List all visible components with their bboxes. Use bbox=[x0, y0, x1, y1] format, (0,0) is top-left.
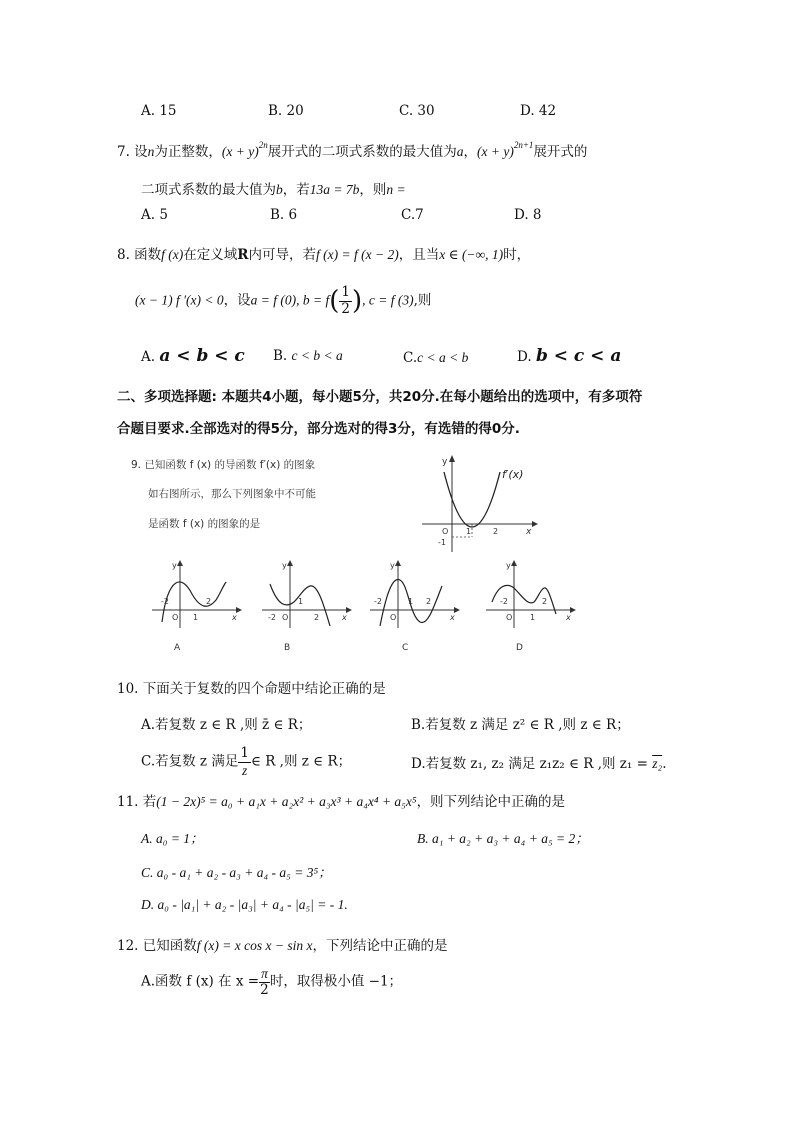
q8-fx: f (x) bbox=[161, 247, 184, 262]
q11-text: 11. 若 bbox=[117, 794, 157, 810]
x-label: x bbox=[232, 613, 237, 622]
q12-a-text-2: 时，取得极小值 −1； bbox=[269, 973, 403, 990]
q7-line1 bbox=[117, 140, 587, 160]
graph-y-arrow bbox=[449, 455, 455, 462]
arrow-y bbox=[511, 560, 517, 566]
q6-option-b: B. 20 bbox=[268, 103, 304, 119]
q10-d-text: D.若复数 z₁, z₂ 满足 z₁z₂ ∈ R ,则 z₁ = bbox=[411, 756, 648, 772]
q10-c-num: 1 bbox=[240, 745, 249, 761]
q8-option-b-letter: B. bbox=[273, 348, 288, 364]
arrow-x bbox=[454, 607, 460, 613]
q8-option-b-text: c < b < a bbox=[291, 348, 343, 363]
q11-text-2: ，则下列结论中正确的是 bbox=[416, 794, 566, 810]
q9-graph-d bbox=[482, 556, 577, 654]
section2-line1: 二、多项选择题: 本题共4小题，每小题5分，共20分.在每小题给出的选项中，有多项符 bbox=[117, 389, 643, 405]
arrow-y bbox=[287, 560, 293, 566]
q8-text: 内可导，若 bbox=[248, 247, 317, 263]
q7-ask: n = bbox=[386, 182, 406, 197]
q8-option-d-letter: D. bbox=[517, 349, 532, 365]
q8-inequality: (x − 1) f ′(x) < 0 bbox=[135, 292, 224, 308]
q8-line2 bbox=[135, 285, 431, 317]
q8-condition: x ∈ (−∞, 1) bbox=[439, 247, 504, 262]
q8-frac-den: 2 bbox=[341, 300, 350, 317]
q7-expr-base: (x + y) bbox=[221, 144, 259, 159]
q9-line3: 是函数 f (x) 的图象的是 bbox=[148, 518, 261, 530]
q7-text: 设 bbox=[134, 144, 148, 160]
graph-tick-neg1: -1 bbox=[438, 538, 446, 547]
q7-text: ， bbox=[463, 144, 478, 160]
q7-text: 展开式的二项式系数的最大值为 bbox=[267, 144, 457, 160]
q8-number: 8. bbox=[117, 247, 135, 263]
origin: O bbox=[506, 613, 513, 622]
q9-line1: 9. 已知函数 f (x) 的导函数 f′(x) 的图象 bbox=[131, 459, 316, 471]
q10-c-text-2: ∈ R ,则 z ∈ R； bbox=[250, 753, 352, 770]
section2-line2: 合题目要求.全部选对的得5分，部分选对的得3分，有选错的得0分. bbox=[117, 421, 520, 437]
arrow-x bbox=[346, 607, 352, 613]
q8-definitions: a = f (0), b = f bbox=[250, 292, 330, 308]
q7-exp-2n1: 2n+1 bbox=[513, 140, 534, 150]
q12-a-fraction bbox=[259, 966, 270, 998]
q11-expansion: (1 − 2x)⁵ = a₀ + a₁x + a₂x² + a₃x³ + a₄x⁴ + a₅x⁵ bbox=[156, 794, 417, 809]
tick-2: 2 bbox=[314, 613, 320, 622]
graph-origin: O bbox=[442, 527, 449, 536]
tick-1: 1 bbox=[530, 613, 536, 622]
q12-a-text: A.函数 f (x) 在 x = bbox=[141, 973, 260, 990]
tick-neg2: -2 bbox=[268, 613, 276, 622]
q8-option-c bbox=[403, 350, 468, 366]
q12-text-2: ，下列结论中正确的是 bbox=[312, 938, 448, 954]
q8-option-b bbox=[273, 348, 343, 364]
q8-option-d bbox=[517, 346, 621, 366]
q11-option-d: D. a₀ - |a₁| + a₂ - |a₃| + a₄ - |a₅| = - 1. bbox=[141, 897, 348, 912]
q7-var-a: a bbox=[456, 144, 464, 159]
q7-var-n: n bbox=[147, 144, 155, 159]
x-label: x bbox=[342, 613, 347, 622]
tick-neg2: -2 bbox=[500, 597, 508, 606]
y-label: y bbox=[282, 561, 287, 570]
graph-tick-2: 2 bbox=[493, 527, 499, 536]
q12-a-den: 2 bbox=[260, 981, 269, 998]
tick-1: 1 bbox=[298, 597, 304, 606]
q8-text: 函数 bbox=[134, 247, 162, 263]
q7-line2 bbox=[141, 178, 406, 198]
q10-stem: 10. 下面关于复数的四个命题中结论正确的是 bbox=[117, 681, 386, 697]
graph-x-arrow bbox=[532, 521, 538, 527]
q7-text: 展开式的 bbox=[533, 144, 588, 160]
q12-function: f (x) = x cos x − sin x bbox=[196, 938, 313, 953]
q10-c-text: C.若复数 z 满足 bbox=[141, 753, 239, 770]
q10-option-c bbox=[141, 746, 351, 778]
q7-exp-2n: 2n bbox=[258, 140, 268, 150]
x-label: x bbox=[450, 613, 455, 622]
q9-derivative-graph bbox=[420, 452, 540, 555]
arrow-x bbox=[570, 607, 576, 613]
x-label: x bbox=[566, 613, 571, 622]
q11-option-a: A. a₀ = 1； bbox=[141, 831, 204, 846]
q8-def-c: , c = f (3) bbox=[362, 292, 414, 308]
q7-var-b: b bbox=[276, 182, 283, 197]
arrow-x bbox=[236, 607, 242, 613]
tick-2: 2 bbox=[542, 597, 548, 606]
q8-option-c-letter: C. bbox=[403, 350, 418, 366]
tick-1: 1 bbox=[408, 597, 414, 606]
q9-graph-a bbox=[148, 556, 243, 654]
y-label: y bbox=[390, 561, 395, 570]
q10-option-d bbox=[411, 752, 666, 772]
q8-option-a bbox=[141, 346, 245, 366]
arrow-y bbox=[395, 560, 401, 566]
q9-graph-b bbox=[258, 556, 353, 654]
label-c: C bbox=[402, 643, 409, 653]
q9-graph-c bbox=[366, 556, 461, 654]
q10-option-a: A.若复数 z ∈ R ,则 z̄ ∈ R； bbox=[141, 717, 312, 733]
y-label: y bbox=[506, 561, 511, 570]
graph-tick-1: 1 bbox=[466, 527, 472, 536]
q7-condition: 13a = 7b bbox=[309, 182, 360, 197]
graph-x-label: x bbox=[526, 527, 532, 537]
q8-left-paren: ( bbox=[329, 286, 340, 317]
q10-d-end: . bbox=[662, 756, 667, 772]
origin: O bbox=[172, 613, 179, 622]
q7-text: ，若 bbox=[282, 182, 310, 198]
q8-line1 bbox=[117, 243, 530, 263]
tick-2: 2 bbox=[426, 597, 432, 606]
q6-option-c: C. 30 bbox=[399, 103, 435, 119]
q8-option-d-text: b < c < a bbox=[535, 346, 622, 366]
q7-number: 7. bbox=[117, 144, 135, 160]
q6-option-a: A. 15 bbox=[141, 103, 177, 119]
q8-real-set: R bbox=[237, 247, 249, 263]
q8-option-a-letter: A. bbox=[141, 349, 156, 365]
origin: O bbox=[390, 613, 397, 622]
q8-text: 在定义域 bbox=[183, 247, 238, 263]
q11-stem bbox=[117, 790, 565, 810]
tick-2: 2 bbox=[206, 597, 212, 606]
q7-text: 二项式系数的最大值为 bbox=[141, 182, 276, 198]
q12-option-a bbox=[141, 966, 402, 998]
label-b: B bbox=[284, 643, 291, 653]
graph-y-label: y bbox=[442, 457, 448, 467]
q6-option-d: D. 42 bbox=[520, 103, 557, 119]
q12-a-num: π bbox=[261, 966, 268, 981]
q8-right-paren: ) bbox=[351, 286, 363, 317]
graph-fprime-label: f′(x) bbox=[502, 468, 524, 481]
tick-1: 1 bbox=[193, 613, 199, 622]
arrow-y bbox=[177, 560, 183, 566]
tick-neg2: -2 bbox=[374, 597, 382, 606]
q9-line2: 如右图所示，那么下列图象中不可能 bbox=[148, 488, 316, 500]
q8-option-a-text: a < b < c bbox=[159, 346, 245, 366]
q8-text: ，设 bbox=[223, 292, 251, 309]
q10-c-fraction bbox=[238, 746, 251, 778]
tick-neg2: -2 bbox=[161, 597, 169, 606]
q7-option-a: A. 5 bbox=[141, 207, 168, 223]
q8-text: ，且当 bbox=[398, 247, 440, 263]
origin: O bbox=[282, 613, 289, 622]
q7-text: ，则 bbox=[359, 182, 387, 198]
q7-option-d: D. 8 bbox=[514, 207, 542, 223]
q8-frac-num: 1 bbox=[341, 284, 350, 300]
q11-option-b: B. a₁ + a₂ + a₃ + a₄ + a₅ = 2； bbox=[417, 831, 589, 846]
q8-text: 时， bbox=[503, 247, 531, 263]
q10-d-conjugate: z₂ bbox=[652, 756, 663, 771]
q7-option-c: C.7 bbox=[401, 207, 424, 223]
q10-option-b: B.若复数 z 满足 z² ∈ R ,则 z ∈ R； bbox=[411, 717, 630, 733]
q8-equation: f (x) = f (x − 2) bbox=[316, 247, 399, 262]
label-d: D bbox=[516, 643, 523, 653]
q7-text: 为正整数， bbox=[154, 144, 222, 160]
q12-stem bbox=[117, 934, 447, 954]
q11-option-c: C. a₀ - a₁ + a₂ - a₃ + a₄ - a₅ = 3⁵； bbox=[141, 865, 332, 880]
q10-c-den: z bbox=[242, 762, 248, 778]
q8-text: ,则 bbox=[413, 292, 432, 309]
q7-option-b: B. 6 bbox=[270, 207, 298, 223]
q8-option-c-text: c < a < b bbox=[417, 350, 469, 365]
y-label: y bbox=[172, 561, 177, 570]
q7-expr-base-2: (x + y) bbox=[477, 144, 514, 159]
label-a: A bbox=[174, 643, 181, 653]
q12-text: 12. 已知函数 bbox=[117, 938, 197, 954]
q8-fraction bbox=[339, 285, 352, 317]
